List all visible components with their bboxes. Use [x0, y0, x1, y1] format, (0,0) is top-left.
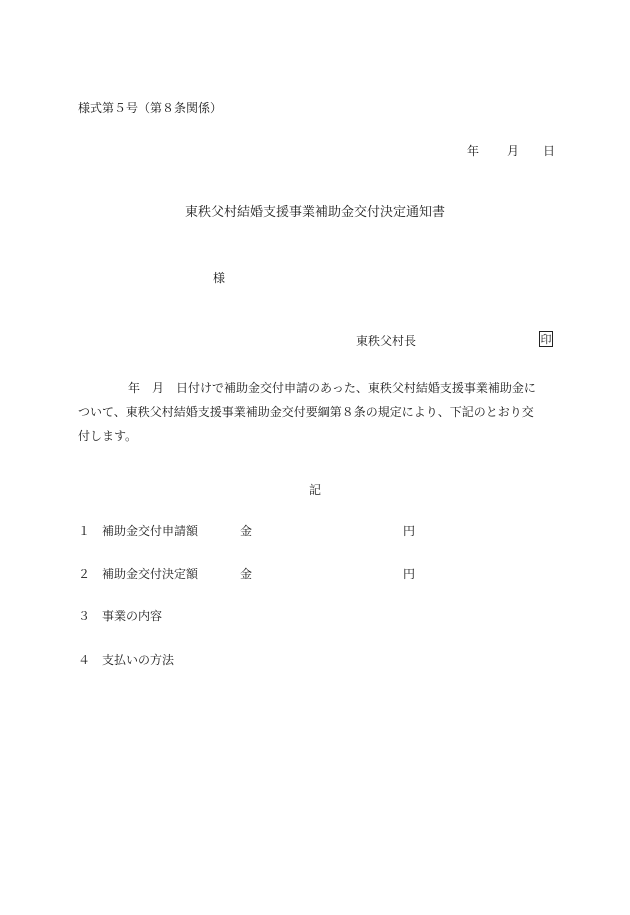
item-application-amount	[78, 523, 415, 539]
document-title: 東秩父村結婚支援事業補助金交付決定通知書	[184, 205, 445, 220]
form-number: 様式第５号（第８条関係）	[78, 101, 223, 115]
date-line	[467, 143, 555, 159]
date-year: 年	[467, 144, 480, 158]
item-label: 支払いの方法	[102, 653, 175, 667]
body-line-1: 年 月 日付けで補助金交付申請のあった、東秩父村結婚支援事業補助金に	[128, 381, 536, 395]
issuer-name: 東秩父村長	[356, 334, 417, 348]
body-line-2: ついて、東秩父村結婚支援事業補助金交付要綱第８条の規定により、下記のとおり交	[78, 405, 534, 419]
item-decision-amount	[78, 566, 415, 582]
date-day: 日	[543, 144, 556, 158]
item-number: ２	[78, 567, 91, 581]
body-line-3: 付します。	[78, 429, 138, 443]
item-label: 事業の内容	[102, 609, 163, 623]
seal-mark: 印	[540, 333, 552, 346]
item-payment-method	[78, 652, 174, 668]
item-yen: 円	[403, 524, 416, 538]
item-label: 補助金交付申請額	[102, 524, 199, 538]
addressee-suffix: 様	[213, 271, 226, 285]
item-label: 補助金交付決定額	[102, 567, 199, 581]
item-kin: 金	[240, 567, 253, 581]
date-month: 月	[507, 144, 520, 158]
body-text	[78, 376, 556, 448]
item-number: ３	[78, 609, 91, 623]
ki-heading: 記	[308, 483, 321, 497]
item-project-content	[78, 608, 162, 624]
item-kin: 金	[240, 524, 253, 538]
item-number: ４	[78, 653, 91, 667]
item-yen: 円	[403, 567, 416, 581]
item-number: １	[78, 524, 91, 538]
